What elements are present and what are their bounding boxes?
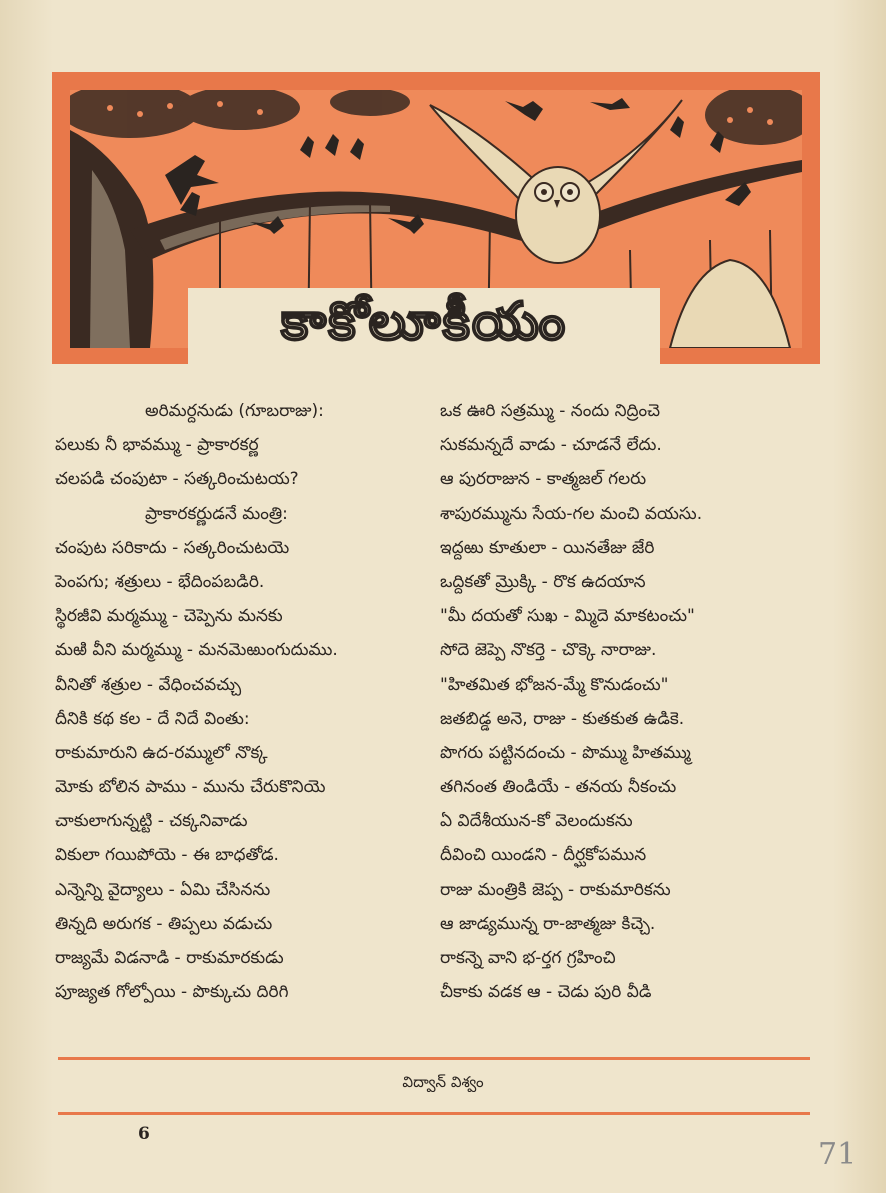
page-title: కాకోలూకీయం [280, 291, 568, 352]
page-number: 6 [138, 1124, 150, 1144]
handwritten-margin-note: 71 [818, 1137, 857, 1172]
author-byline: విద్వాన్ విశ్వం [402, 1073, 484, 1091]
poem-line: వికులా గయిపోయె - ఈ బాధతోడ. [55, 845, 279, 866]
poem-line: "హితమిత భోజన-మ్మే కొనుడంచు" [440, 674, 669, 695]
left-poem-column [55, 394, 455, 1009]
poem-line: ప్రాకారకర్ణుడనే మంత్రి: [145, 503, 288, 524]
poem-line: ఆ జాడ్యమున్న రా-జాత్మజు కిచ్చె. [440, 913, 656, 934]
poem-line: దీవించి యిండని - దీర్ఘకోపమున [440, 845, 647, 866]
poem-line: వీనితో శత్రుల - వేధించవచ్చు [55, 674, 242, 695]
poem-line: పూజ్యత గోల్పోయి - పొక్కుచు దిరిగి [55, 982, 289, 1003]
poem-line: "మీ దయతో సుఖ - మ్మిదె మాకటంచు" [440, 606, 695, 627]
poem-line: సుకమన్నదే వాడు - చూడనే లేదు. [440, 435, 662, 456]
poem-line: శాపురమ్మును సేయ-గల మంచి వయసు. [440, 503, 703, 524]
poem-line: దీనికి కథ కల - దే నిదే వింతు: [55, 708, 250, 729]
poem-line: పొగరు పట్టినదంచు - పొమ్ము హితమ్ము [440, 742, 691, 763]
divider-bottom [58, 1112, 810, 1115]
poem-line: ఏ విదేశీయున-కో వెలందుకను [440, 811, 633, 832]
poem-line: ఒక ఊరి సత్రమ్ము - నందు నిద్రించె [440, 401, 661, 421]
poem-line: చాకులాగున్నట్టి - చక్కనివాడు [55, 811, 248, 832]
poem-line: మఱి వీని మర్మమ్ము - మనమెఱుంగుదుము. [55, 640, 338, 661]
poem-line: రాకన్నె వాని భ-ర్తగ గ్రహించి [440, 948, 616, 968]
poem-line: మోకు బోలిన పాము - మును చేరుకొనియె [55, 777, 326, 798]
poem-line: తగినంత తిండియే - తనయ నీకంచు [440, 777, 677, 798]
poem-line: పెంపగు; శత్రులు - భేదింపబడిరి. [55, 571, 265, 592]
right-poem-column [440, 394, 840, 1009]
poem-line: చలపడి చంపుటా - సత్కరించుటయ? [55, 469, 299, 490]
poem-line: సోదె జెప్పె నొకర్తె - చొక్కె నారాజు. [440, 640, 657, 661]
poem-line: ఆ పురరాజున - కాత్మజల్ గలరు [440, 469, 647, 490]
poem-line: స్థిరజీవి మర్మమ్ము - చెప్పెను మనకు [55, 606, 283, 627]
poem-line: పలుకు నీ భావమ్ము - ప్రాకారకర్ణ [55, 435, 259, 456]
divider-top [58, 1057, 810, 1060]
poem-line: చీకాకు వడక ఆ - చెడు పురి వీడి [440, 982, 652, 1003]
poem-line: జతబిడ్డ అనె, రాజు - కుతకుత ఉడికె. [440, 708, 685, 729]
poem-line: రాజ్యమే విడనాడి - రాకుమారకుడు [55, 948, 284, 968]
poem-line: రాజు మంత్రికి జెప్ప - రాకుమారికను [440, 879, 671, 900]
poem-line: అరిమర్దనుడు (గూబరాజు): [145, 401, 324, 421]
poem-line: చంపుట సరికాదు - సత్కరించుటయె [55, 537, 290, 558]
poem-line: తిన్నది అరుగక - తిప్పలు వడుచు [55, 913, 273, 934]
header-banner [52, 72, 820, 364]
poem-line: ఒద్దికతో మ్రొక్కి - రొక ఉదయాన [440, 571, 646, 592]
poem-line: ఎన్నెన్ని వైద్యాలు - ఏమి చేసినను [55, 879, 271, 900]
poem-line: ఇద్దఱు కూతులా - యినతేజు జేరి [440, 537, 655, 558]
title-box [188, 288, 660, 368]
poem-line: రాకుమారుని ఉద-రమ్ములో నొక్క [55, 742, 268, 763]
